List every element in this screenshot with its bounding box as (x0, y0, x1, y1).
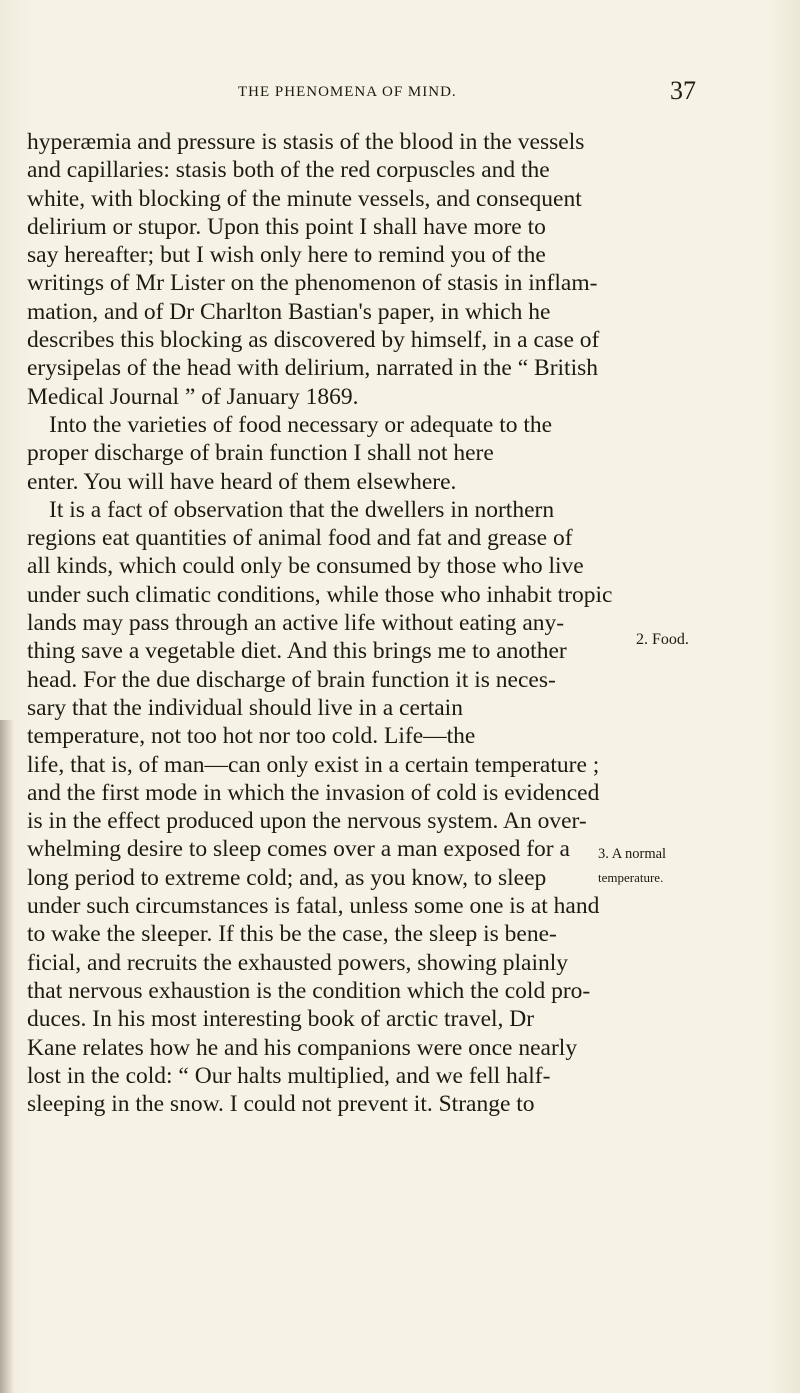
text-line: white, with blocking of the minute vessels, and consequent (27, 185, 582, 212)
text-line: delirium or stupor. Upon this point I shall have more to (27, 213, 546, 240)
text-line: under such climatic conditions, while those who inhabit tropic (27, 581, 613, 608)
text-line: and the first mode in which the invasion of cold is evidenced (27, 779, 600, 806)
text-line: head. For the due discharge of brain function it is neces- (27, 666, 556, 693)
text-line: Medical Journal ” of January 1869. (27, 383, 359, 410)
text-line: under such circumstances is fatal, unless some one is at hand (27, 893, 600, 920)
margin-note-normal: 3. A normal (598, 846, 667, 862)
text-line: mation, and of Dr Charlton Bastian's paper, in which he (27, 298, 551, 325)
text-line: proper discharge of brain function I shall not here (27, 440, 494, 467)
running-title: THE PHENOMENA OF MIND. (238, 84, 457, 100)
text-line: duces. In his most interesting book of arctic travel, Dr (27, 1006, 535, 1033)
text-line: regions eat quantities of animal food and fat and grease of (27, 525, 573, 552)
running-header (0, 76, 800, 112)
body-text (27, 128, 687, 1118)
text-line: writings of Mr Lister on the phenomenon of stasis in inflam- (27, 270, 598, 297)
text-line: It is a fact of observation that the dwellers in northern (49, 496, 555, 523)
text-line: say hereafter; but I wish only here to remind you of the (27, 242, 546, 269)
text-line: sary that the individual should live in a certain (27, 694, 463, 721)
text-line: erysipelas of the head with delirium, narrated in the “ British (27, 355, 599, 382)
text-line: is in the effect produced upon the nervous system. An over- (27, 808, 587, 835)
page-number: 37 (670, 76, 696, 105)
text-line: life, that is, of man—can only exist in a certain temperature ; (27, 751, 600, 778)
text-line: lost in the cold: “ Our halts multiplied, and we fell half- (27, 1062, 551, 1089)
text-line: lands may pass through an active life without eating any- (27, 610, 565, 637)
text-line: all kinds, which could only be consumed by those who live (27, 553, 584, 580)
text-line: sleeping in the snow. I could not prevent it. Strange to (27, 1091, 535, 1118)
text-line: Kane relates how he and his companions were once nearly (27, 1034, 578, 1061)
text-line: and capillaries: stasis both of the red corpuscles and the (27, 157, 550, 184)
text-line: describes this blocking as discovered by himself, in a case of (27, 327, 600, 354)
text-line: thing save a vegetable diet. And this brings me to another (27, 638, 567, 665)
text-line: whelming desire to sleep comes over a man exposed for a (27, 836, 570, 863)
text-line: long period to extreme cold; and, as you know, to sleep (27, 864, 547, 891)
text-line: temperature, not too hot nor too cold. Life—the (27, 723, 476, 750)
binding-shadow (0, 720, 14, 1393)
margin-note-temperature: temperature. (598, 870, 664, 885)
text-line: to wake the sleeper. If this be the case, the sleep is bene- (27, 921, 557, 948)
text-line: ficial, and recruits the exhausted powers, showing plainly (27, 949, 569, 976)
margin-note-food: 2. Food. (636, 631, 689, 648)
text-line: enter. You will have heard of them elsewhere. (27, 468, 457, 495)
text-line: that nervous exhaustion is the condition which the cold pro- (27, 977, 591, 1004)
text-line: hyperæmia and pressure is stasis of the blood in the vessels (27, 129, 585, 155)
text-line: Into the varieties of food necessary or adequate to the (49, 411, 553, 438)
